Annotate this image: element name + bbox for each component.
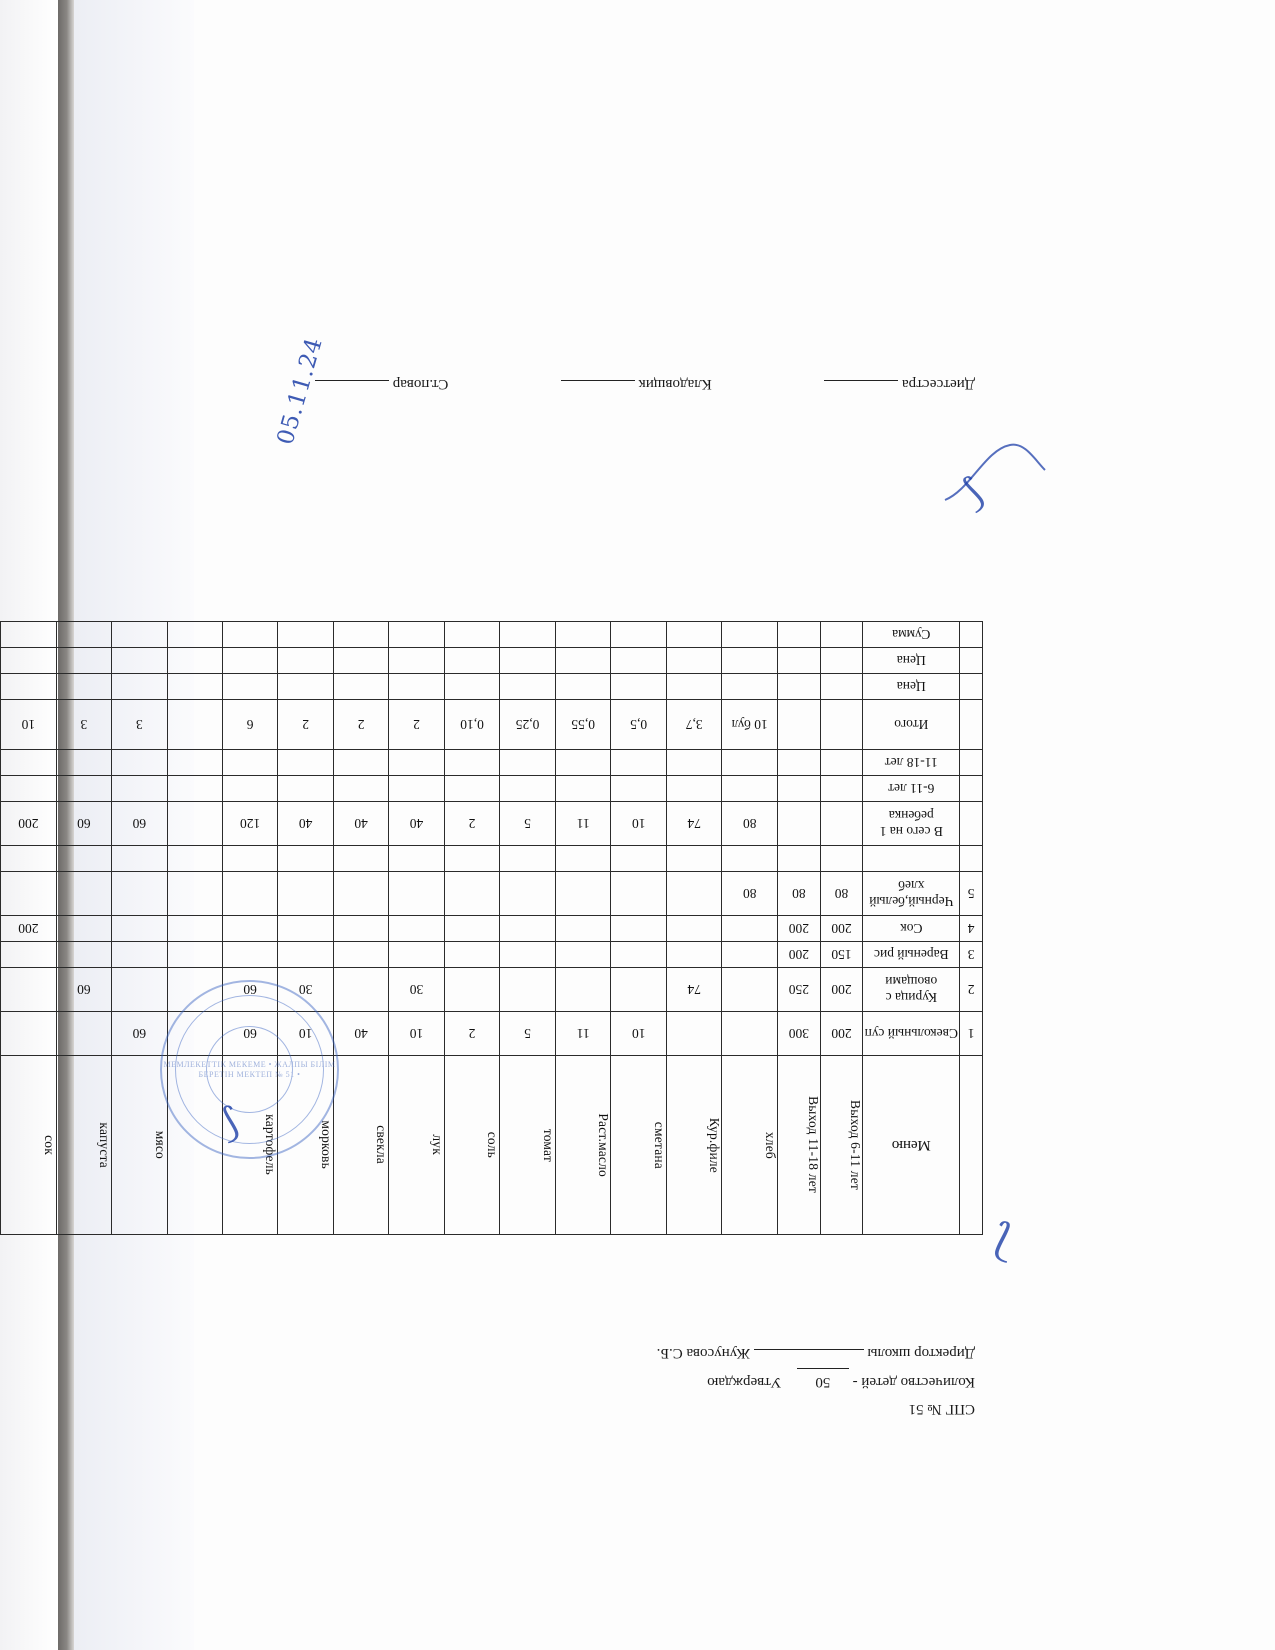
row-dish-name: Сумма (863, 622, 960, 648)
header-number (960, 1056, 983, 1235)
header-col-13: мясо (152, 1130, 168, 1160)
row-cell (666, 776, 721, 802)
row-cell (112, 916, 167, 942)
row-cell: 2 (444, 1012, 500, 1056)
row-cell (278, 776, 333, 802)
header-col-0: Выход 6-11 лет (848, 1100, 864, 1190)
document-header (657, 1337, 975, 1420)
row-cell (555, 648, 611, 674)
row-cell (820, 846, 863, 872)
row-cell: 30 (278, 968, 333, 1012)
row-cell: 200 (1, 916, 57, 942)
row-dish-name: 6-11 лет (863, 776, 960, 802)
row-cell (389, 622, 444, 648)
row-cell: 11 (555, 802, 611, 846)
row-cell: 60 (222, 1012, 278, 1056)
row-cell (333, 846, 388, 872)
stpovar-signature-ink: ⟆ (956, 468, 990, 518)
row-cell (222, 648, 278, 674)
row-cell (389, 776, 444, 802)
row-cell: 3 (56, 700, 111, 750)
row-cell (722, 674, 778, 700)
table-row (1, 648, 983, 674)
row-cell (1, 872, 57, 916)
row-cell: 3 (112, 700, 167, 750)
row-cell: 60 (56, 802, 111, 846)
row-cell: 2 (333, 700, 388, 750)
row-cell (1, 674, 57, 700)
table-row (1, 674, 983, 700)
stpovar-label: Ст.повар (392, 376, 449, 392)
row-cell: 80 (722, 872, 778, 916)
header-line-children-count (657, 1369, 975, 1393)
row-cell (555, 846, 611, 872)
row-cell: 40 (333, 1012, 388, 1056)
row-cell (777, 750, 820, 776)
row-cell: 40 (278, 802, 333, 846)
table-row (1, 1012, 983, 1056)
row-cell (167, 700, 222, 750)
row-cell: 60 (112, 1012, 167, 1056)
table-row (1, 968, 983, 1012)
row-dish-name: Сок (863, 916, 960, 942)
dietsestra-signature-rule (824, 380, 898, 381)
row-cell: 5 (500, 802, 556, 846)
stpovar-signature-rule (315, 380, 389, 381)
dietsestra-label: Диетсестра (901, 376, 975, 392)
row-cell (820, 622, 863, 648)
row-cell: 10 (611, 1012, 666, 1056)
row-cell: 10 (389, 1012, 444, 1056)
row-cell (555, 776, 611, 802)
row-cell (722, 968, 778, 1012)
header-col-8: лук (429, 1134, 445, 1156)
row-cell: 0,10 (444, 700, 500, 750)
row-cell (666, 916, 721, 942)
row-cell (56, 942, 111, 968)
row-cell (389, 648, 444, 674)
row-cell (167, 802, 222, 846)
row-cell (500, 776, 556, 802)
row-cell (56, 674, 111, 700)
header-col-7: соль (485, 1131, 501, 1159)
row-cell: 200 (820, 1012, 863, 1056)
row-cell: 200 (1, 802, 57, 846)
row-cell (112, 648, 167, 674)
row-dish-name: Свекольный суп (863, 1012, 960, 1056)
footer-dietsestra (824, 375, 975, 392)
row-cell: 74 (666, 968, 721, 1012)
menu-table (0, 621, 983, 1235)
row-cell (444, 968, 500, 1012)
row-cell (666, 648, 721, 674)
row-cell (167, 968, 222, 1012)
row-number: 2 (960, 968, 983, 1012)
table-row (1, 916, 983, 942)
row-cell (56, 872, 111, 916)
table-row (1, 776, 983, 802)
row-cell (278, 872, 333, 916)
row-cell: 5 (500, 1012, 556, 1056)
header-col-6: томат (540, 1128, 556, 1162)
row-cell (500, 750, 556, 776)
row-cell (278, 916, 333, 942)
row-cell (820, 648, 863, 674)
row-cell: 2 (278, 700, 333, 750)
row-cell (722, 942, 778, 968)
row-number (960, 622, 983, 648)
row-number: 5 (960, 872, 983, 916)
dietsestra-signature-ink: ⟆ (991, 1214, 1016, 1267)
row-cell: 200 (777, 916, 820, 942)
row-cell (56, 916, 111, 942)
row-cell (722, 750, 778, 776)
header-col-10: морковь (318, 1120, 334, 1170)
row-cell (1, 968, 57, 1012)
row-cell (167, 674, 222, 700)
row-dish-name: 11-18 лет (863, 750, 960, 776)
table-row (1, 622, 983, 648)
row-cell (333, 622, 388, 648)
row-cell (167, 750, 222, 776)
row-cell (1, 846, 57, 872)
row-cell (444, 942, 500, 968)
row-cell (555, 916, 611, 942)
row-cell: 0,55 (555, 700, 611, 750)
row-cell (112, 942, 167, 968)
row-cell (167, 1012, 222, 1056)
director-name: Жунусова С.Б. (656, 1345, 750, 1362)
row-cell (820, 750, 863, 776)
row-cell (555, 622, 611, 648)
row-cell (666, 674, 721, 700)
row-cell (777, 622, 820, 648)
row-cell: 150 (820, 942, 863, 968)
row-cell: 10 (611, 802, 666, 846)
row-cell (777, 846, 820, 872)
row-cell (611, 968, 666, 1012)
row-cell (278, 622, 333, 648)
row-cell (222, 776, 278, 802)
row-number (960, 700, 983, 750)
row-cell (500, 872, 556, 916)
row-cell (333, 916, 388, 942)
table-row (1, 942, 983, 968)
table-body (1, 622, 983, 1056)
row-cell (278, 648, 333, 674)
row-number (960, 846, 983, 872)
row-cell (777, 776, 820, 802)
row-cell (777, 802, 820, 846)
row-cell (444, 648, 500, 674)
row-cell: 40 (389, 802, 444, 846)
row-cell (167, 872, 222, 916)
row-cell (500, 846, 556, 872)
row-cell (444, 674, 500, 700)
row-cell (333, 872, 388, 916)
row-cell (555, 674, 611, 700)
children-count-label: Количество детей - (852, 1373, 975, 1390)
row-cell (56, 776, 111, 802)
director-signature-ink: ⟆ (217, 1098, 243, 1148)
row-cell (56, 648, 111, 674)
row-cell: 250 (777, 968, 820, 1012)
row-cell (444, 750, 500, 776)
children-count-value: 50 (797, 1369, 849, 1393)
row-cell (222, 674, 278, 700)
row-cell: 0,25 (500, 700, 556, 750)
row-cell (611, 776, 666, 802)
row-dish-name (863, 846, 960, 872)
footer-stpovar (315, 375, 448, 392)
row-cell (444, 776, 500, 802)
row-cell (820, 776, 863, 802)
row-cell (555, 872, 611, 916)
row-cell (389, 750, 444, 776)
row-cell (56, 750, 111, 776)
director-signature-rule (754, 1350, 864, 1351)
row-cell (167, 648, 222, 674)
row-cell (611, 750, 666, 776)
row-cell (333, 674, 388, 700)
header-menu: Меню (863, 1056, 960, 1235)
row-cell (278, 750, 333, 776)
row-cell (722, 846, 778, 872)
row-cell (666, 846, 721, 872)
row-cell (1, 622, 57, 648)
row-cell: 10 бул (722, 700, 778, 750)
row-cell (333, 750, 388, 776)
row-cell (389, 942, 444, 968)
row-cell (611, 916, 666, 942)
row-cell (444, 916, 500, 942)
header-col-2: хлеб (762, 1131, 778, 1159)
table-row (1, 802, 983, 846)
row-cell (222, 846, 278, 872)
row-cell (666, 622, 721, 648)
row-cell (1, 750, 57, 776)
header-col-4: сметана (651, 1121, 667, 1169)
row-number: 4 (960, 916, 983, 942)
row-dish-name: Вареный рис (863, 942, 960, 968)
header-line-director (657, 1341, 975, 1364)
row-cell (500, 648, 556, 674)
row-cell (389, 846, 444, 872)
row-cell (167, 916, 222, 942)
document-footer (315, 375, 975, 392)
handwritten-date: 05.11.24 (272, 334, 328, 448)
row-cell (555, 968, 611, 1012)
row-dish-name: Цена (863, 648, 960, 674)
row-cell (500, 622, 556, 648)
row-cell (722, 776, 778, 802)
row-cell (820, 674, 863, 700)
row-cell: 200 (820, 968, 863, 1012)
row-cell (389, 872, 444, 916)
row-cell (722, 622, 778, 648)
row-cell (56, 622, 111, 648)
row-number (960, 776, 983, 802)
row-cell (611, 872, 666, 916)
row-cell (333, 968, 388, 1012)
row-cell (112, 750, 167, 776)
row-cell (222, 622, 278, 648)
row-cell (56, 846, 111, 872)
row-cell (500, 942, 556, 968)
row-cell: 80 (722, 802, 778, 846)
row-cell (722, 648, 778, 674)
row-cell (444, 846, 500, 872)
table-header-row (1, 1056, 983, 1235)
row-cell (500, 674, 556, 700)
row-cell: 80 (777, 872, 820, 916)
kladovshik-label: Кладовщик (638, 376, 712, 392)
row-number (960, 802, 983, 846)
row-dish-name: В сего на 1 ребенка (863, 802, 960, 846)
row-cell (222, 942, 278, 968)
row-cell (777, 648, 820, 674)
row-cell (389, 916, 444, 942)
row-cell (167, 622, 222, 648)
row-cell (278, 674, 333, 700)
row-cell: 60 (112, 802, 167, 846)
row-cell (500, 968, 556, 1012)
row-cell: 2 (444, 802, 500, 846)
row-cell (112, 872, 167, 916)
approve-label: Утверждаю (707, 1373, 782, 1390)
row-cell (666, 1012, 721, 1056)
header-line-school (657, 1397, 975, 1420)
table-row (1, 846, 983, 872)
row-cell (222, 916, 278, 942)
row-cell (666, 872, 721, 916)
row-cell (611, 846, 666, 872)
director-label: Директор школы (867, 1345, 975, 1362)
row-cell (1, 942, 57, 968)
row-cell (389, 674, 444, 700)
row-cell: 74 (666, 802, 721, 846)
header-col-3: Кур.филе (707, 1117, 723, 1173)
table-row (1, 872, 983, 916)
row-cell (333, 776, 388, 802)
row-cell: 11 (555, 1012, 611, 1056)
row-cell (777, 700, 820, 750)
row-cell (611, 942, 666, 968)
row-number (960, 750, 983, 776)
table-row (1, 750, 983, 776)
row-cell (112, 622, 167, 648)
row-cell (278, 846, 333, 872)
row-cell (112, 776, 167, 802)
row-cell (1, 1012, 57, 1056)
row-cell (333, 942, 388, 968)
row-cell: 10 (1, 700, 57, 750)
row-cell: 3,7 (666, 700, 721, 750)
row-dish-name: Цена (863, 674, 960, 700)
row-cell: 10 (278, 1012, 333, 1056)
row-cell: 2 (389, 700, 444, 750)
row-cell (722, 1012, 778, 1056)
row-cell (666, 942, 721, 968)
row-number: 1 (960, 1012, 983, 1056)
footer-kladovshik (561, 375, 712, 392)
row-cell (167, 942, 222, 968)
row-number (960, 674, 983, 700)
row-cell (820, 700, 863, 750)
row-cell (278, 942, 333, 968)
row-cell (777, 674, 820, 700)
row-number (960, 648, 983, 674)
row-cell (222, 750, 278, 776)
row-cell: 60 (222, 968, 278, 1012)
row-cell (112, 846, 167, 872)
row-cell (500, 916, 556, 942)
row-cell (56, 1012, 111, 1056)
row-cell (333, 648, 388, 674)
table-row (1, 700, 983, 750)
row-cell (722, 916, 778, 942)
row-cell: 6 (222, 700, 278, 750)
row-cell (1, 776, 57, 802)
row-cell: 300 (777, 1012, 820, 1056)
stamp-text: МЕМЛЕКЕТТІК МЕКЕМЕ • ЖАЛПЫ БІЛІМ БЕРЕТІН МЕКТЕП № 51 • (163, 1059, 336, 1079)
header-col-11: картофель (263, 1114, 279, 1176)
header-col-9: свекла (374, 1125, 390, 1165)
row-dish-name: Итого (863, 700, 960, 750)
row-cell (444, 872, 500, 916)
row-cell: 120 (222, 802, 278, 846)
row-cell (167, 776, 222, 802)
row-cell: 0,5 (611, 700, 666, 750)
row-cell (666, 750, 721, 776)
row-cell: 40 (333, 802, 388, 846)
row-dish-name: Черный,белый хлеб (863, 872, 960, 916)
row-cell (555, 750, 611, 776)
row-cell: 60 (56, 968, 111, 1012)
row-cell (611, 648, 666, 674)
row-cell (112, 968, 167, 1012)
row-dish-name: Курица с овощами (863, 968, 960, 1012)
row-cell (167, 846, 222, 872)
row-cell: 200 (820, 916, 863, 942)
row-cell (611, 622, 666, 648)
row-number: 3 (960, 942, 983, 968)
row-cell (444, 622, 500, 648)
row-cell (112, 674, 167, 700)
header-col-15: сок (41, 1135, 57, 1155)
row-cell: 30 (389, 968, 444, 1012)
header-col-14: капуста (97, 1122, 113, 1168)
school-code: СПГ № 51 (908, 1401, 975, 1417)
row-cell (820, 802, 863, 846)
row-cell: 200 (777, 942, 820, 968)
row-cell: 80 (820, 872, 863, 916)
row-cell (555, 942, 611, 968)
row-cell (1, 648, 57, 674)
header-col-1: Выход 11-18 лет (805, 1096, 821, 1194)
kladovshik-signature-rule (561, 380, 635, 381)
row-cell (222, 872, 278, 916)
row-cell (611, 674, 666, 700)
header-col-5: Раст.масло (596, 1113, 612, 1177)
